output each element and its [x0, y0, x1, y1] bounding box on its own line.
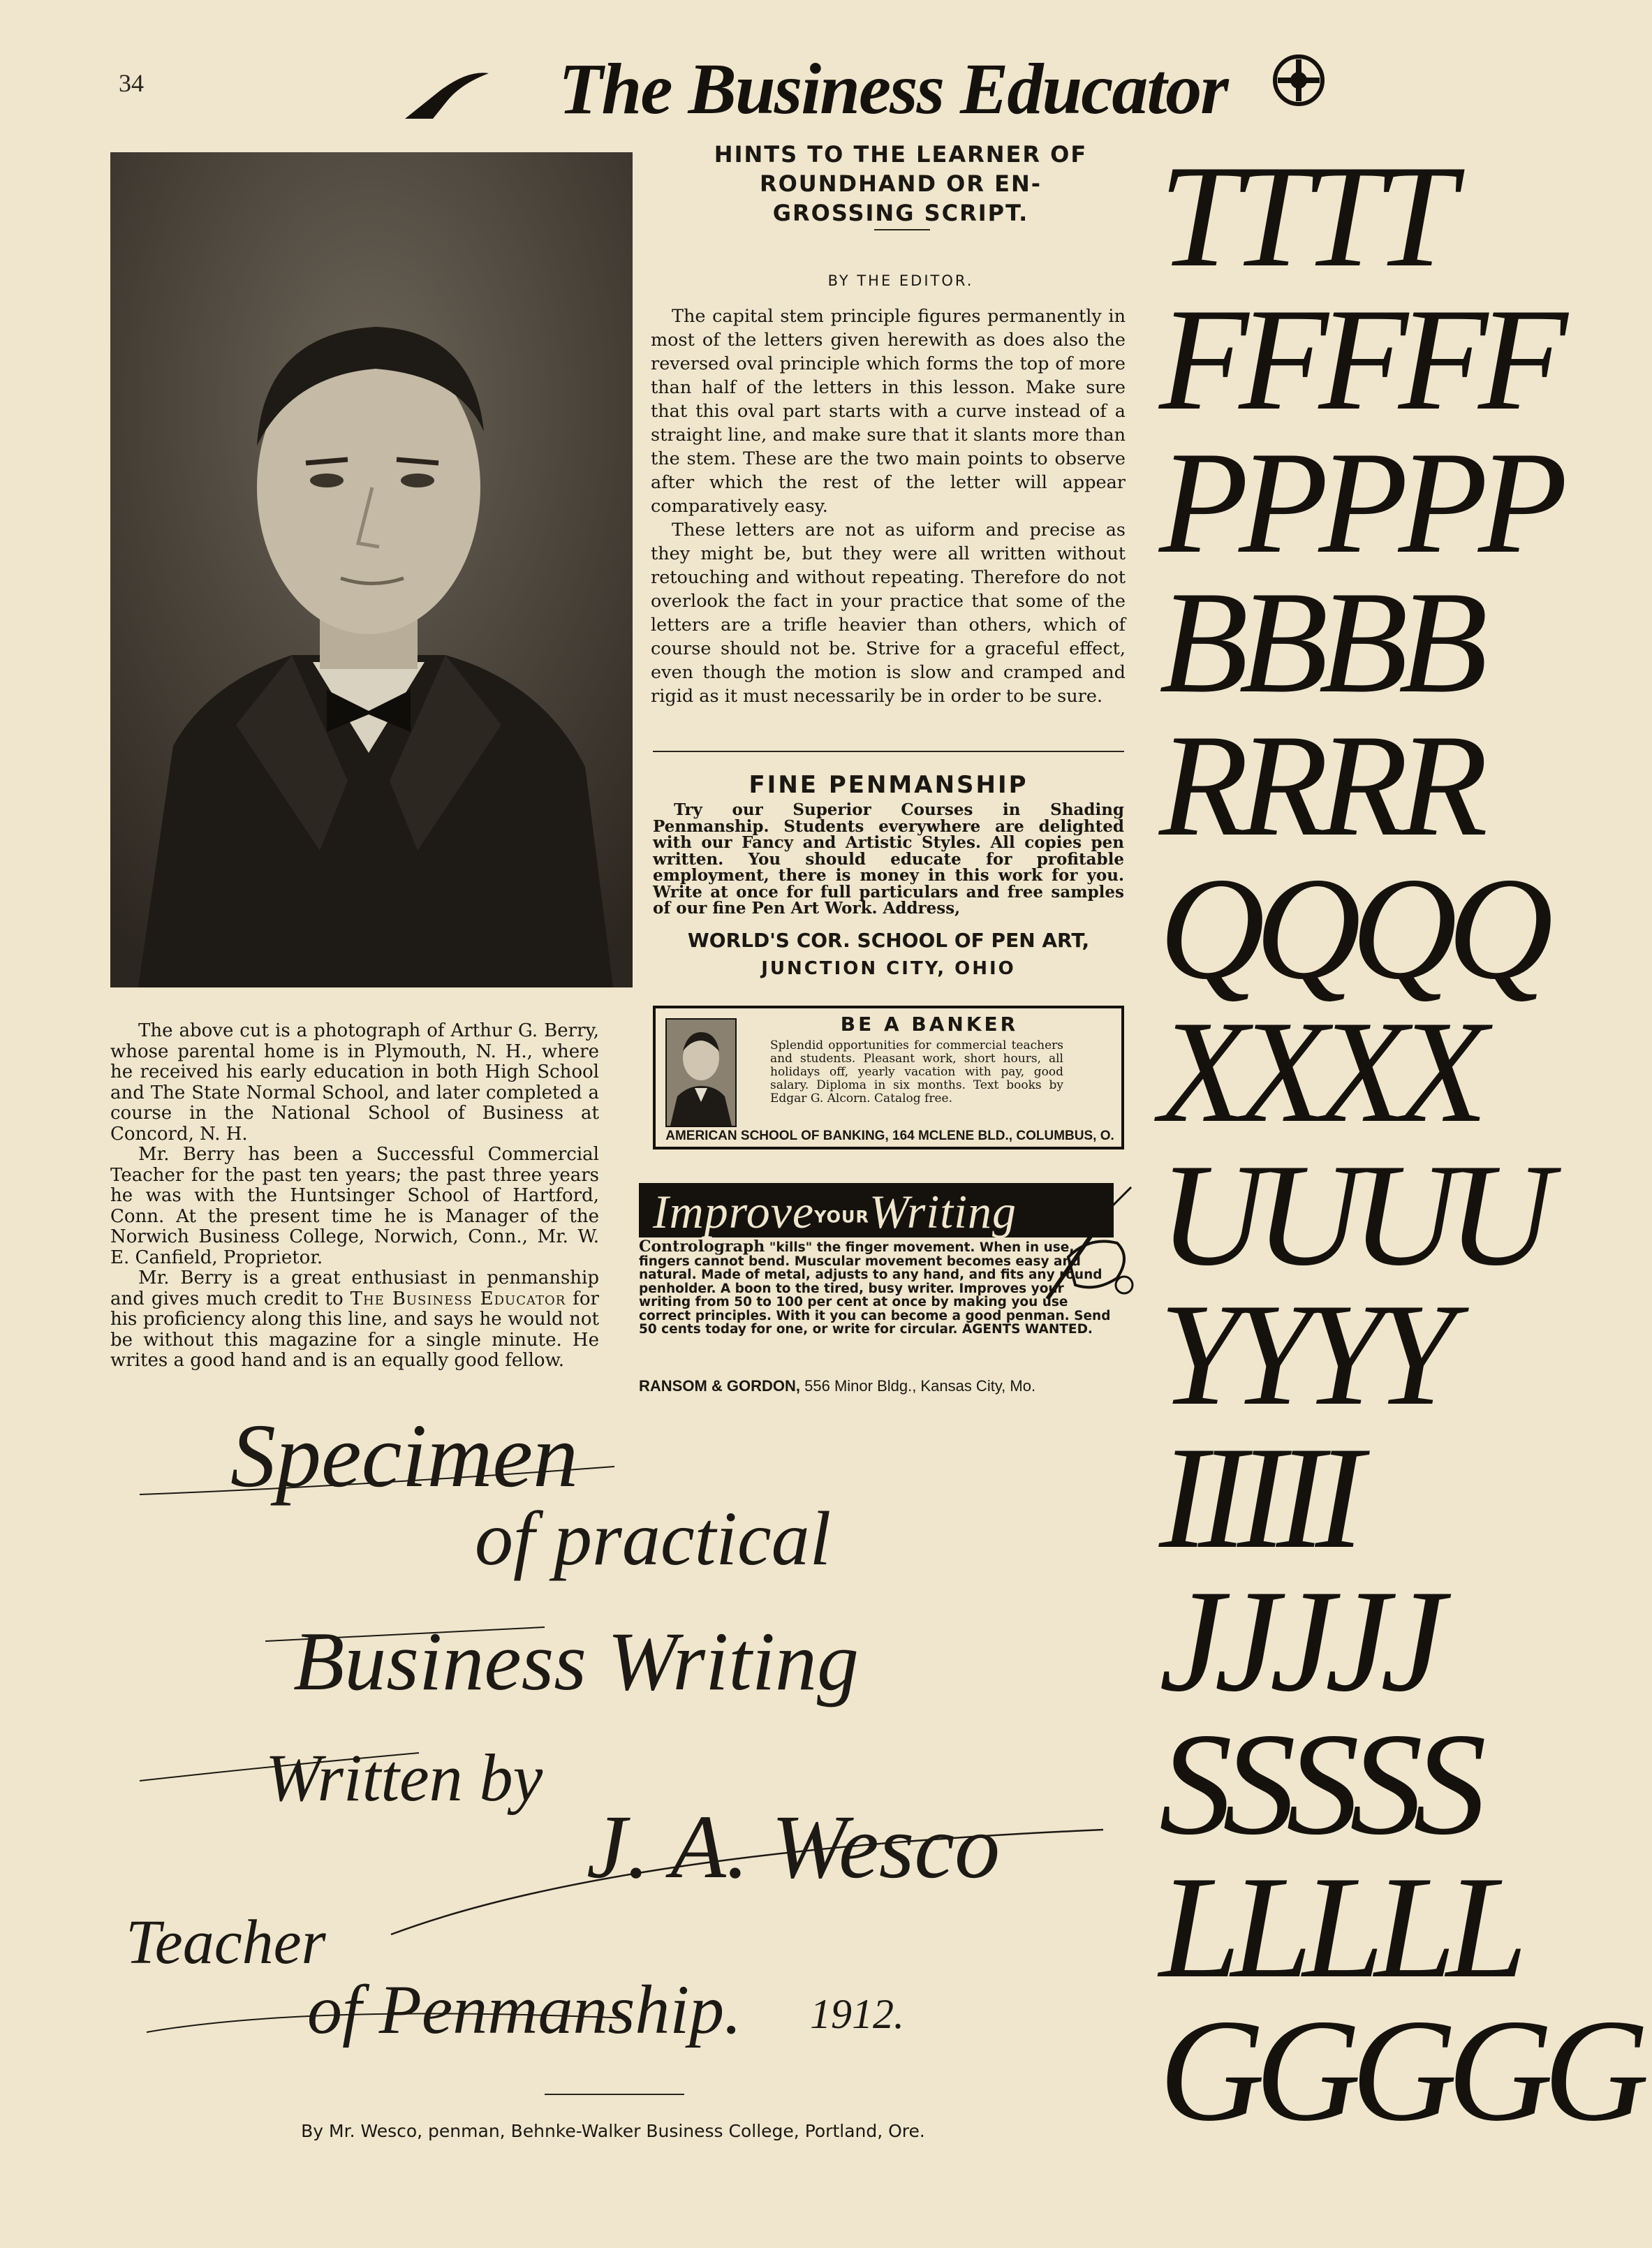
caption-paragraph: The above cut is a photograph of Arthur G. Berry, whose parental home is in Plymouth, N. H., where he received his early education in both High School and The State Normal School, and later completed a course in the National School of Business at Concord, N. H.	[110, 1020, 599, 1145]
script-row-r: RRRR	[1159, 705, 1479, 867]
specimen-line: Teacher	[126, 1908, 326, 1977]
product-name: Controlograph	[639, 1237, 765, 1256]
fine-penmanship-body: Try our Superior Courses in Shading Penmanship. Students everywhere are delighted with our Fancy and Artistic Styles. All copies pen written. You should educate for profitable employment, there is money in this work for you. Write at once for full particulars and free samples of our fine Pen Art Work. Address,	[653, 800, 1124, 918]
caption-paragraph: Mr. Berry is a great enthusiast in penmanship and gives much credit to The Business Educator for his proficiency along this line, and says he would not be without this magazine for a single minute. He writes a good hand and is an equally good fellow.	[110, 1268, 599, 1371]
specimen-line: Specimen	[230, 1406, 579, 1506]
improve-writing-body: Controlograph "kills" the finger movement. When in use, fingers cannot bend. Muscular movement becomes easy and natural. Made of metal, adjusts to any hand, and fits any round penholder. A boon to the tired, busy writer. Improves your writing from 50 to 100 per cent at once by making you use correct principles. With it you can become a good penman. Send 50 cents today for one, or write for circular. AGENTS WANTED.	[639, 1237, 1111, 1337]
script-row-p: PPPPP	[1159, 422, 1558, 584]
handwriting-specimen	[126, 1404, 1138, 2095]
crest-icon	[1275, 57, 1322, 104]
banker-ad	[653, 1006, 1124, 1149]
byline: BY THE EDITOR.	[827, 272, 974, 289]
photo-caption	[110, 1021, 599, 1372]
magazine-name: The Business Educator	[350, 1288, 566, 1309]
article-body	[651, 304, 1126, 708]
improve-writing-footer: RANSOM & GORDON, 556 Minor Bldg., Kansas City, Mo.	[639, 1377, 1036, 1395]
specimen-line: of Penmanship.	[307, 1971, 742, 2048]
banker-ad-body: Splendid opportunities for commercial teachers and students. Pleasant work, short hours, all holidays off, yearly vacation with pay, good salary. Diploma in six months. Text books by Edgar G. Alcorn. Catalog free.	[770, 1038, 1063, 1105]
script-row-g: GGGGG	[1159, 1990, 1640, 2152]
banker-ad-footer: AMERICAN SCHOOL OF BANKING, 164 MCLENE BLD., COLUMBUS, O.	[665, 1129, 1114, 1143]
specimen-line: of practical	[475, 1496, 832, 1581]
portrait-photo	[110, 152, 633, 987]
roundhand-script-column	[1152, 135, 1640, 2158]
script-row-t: TTTT	[1159, 135, 1447, 297]
quill-icon	[405, 73, 489, 119]
fine-penmanship-title: FINE PENMANSHIP	[748, 771, 1028, 799]
script-row-l: LLLLL	[1159, 1846, 1518, 2008]
caption-paragraph: Mr. Berry has been a Successful Commercial Teacher for the past ten years; the past three years he was with the Huntsinger School of Hartford, Conn. At the present time he is Manager of the Norwich Business College, Norwich, Conn., Mr. W. E. Canfield, Proprietor.	[110, 1144, 599, 1268]
script-row-y: YYYY	[1159, 1274, 1447, 1436]
article-paragraph: These letters are not as uiform and precise as they might be, but they were all written without retouching and without repeating. Therefore do not overlook the fact in your practice that some of the letters are a trifle heavier than others, which of course should not be. Strive for a graceful effect, even though the motion is slow and cramped and rigid as it must necessarily be in order to be sure.	[651, 520, 1126, 707]
divider	[653, 751, 1124, 752]
script-row-j: JJJJJ	[1159, 1560, 1436, 1722]
article-title: HINTS TO THE LEARNER OF ROUNDHAND OR EN- GROSSING SCRIPT.	[714, 141, 1088, 226]
divider	[545, 2094, 684, 2095]
script-row-q: QQQQ	[1159, 848, 1544, 1010]
improve-writing-heading: ImproveYOURWriting	[653, 1185, 1017, 1238]
specimen-credit: By Mr. Wesco, penman, Behnke-Walker Business College, Portland, Ore.	[301, 2121, 925, 2141]
page-number: 34	[119, 69, 144, 97]
script-row-b: BBBB	[1159, 561, 1479, 723]
fine-penmanship-school: WORLD'S COR. SCHOOL OF PEN ART,	[687, 929, 1090, 952]
banker-ad-title: BE A BANKER	[840, 1013, 1019, 1036]
specimen-year: 1912.	[810, 1991, 904, 2037]
divider	[874, 229, 930, 230]
script-row-x: XXXX	[1159, 991, 1479, 1153]
specimen-line: Written by	[265, 1740, 543, 1815]
specimen-signature: J. A. Wesco	[587, 1797, 1001, 1897]
script-row-u: UUUU	[1159, 1134, 1544, 1296]
script-row-f: FFFFF	[1159, 279, 1558, 441]
article-paragraph: The capital stem principle figures permanently in most of the letters given herewith as does also the reversed oval principle which forms the top of more than half of the letters in this lesson. Make sure that this oval part starts with a curve instead of a straight line, and make sure that it slants more than the stem. These are the two main points to observe after which the rest of the letter will appear comparatively easy.	[651, 306, 1126, 517]
script-row-s: SSSSS	[1159, 1703, 1477, 1865]
fine-penmanship-city: JUNCTION CITY, OHIO	[761, 958, 1016, 979]
masthead-title: The Business Educator	[559, 49, 1227, 129]
banker-ad-photo	[665, 1018, 737, 1127]
specimen-line: Business Writing	[293, 1615, 860, 1707]
script-row-i: IIIII	[1159, 1417, 1355, 1579]
